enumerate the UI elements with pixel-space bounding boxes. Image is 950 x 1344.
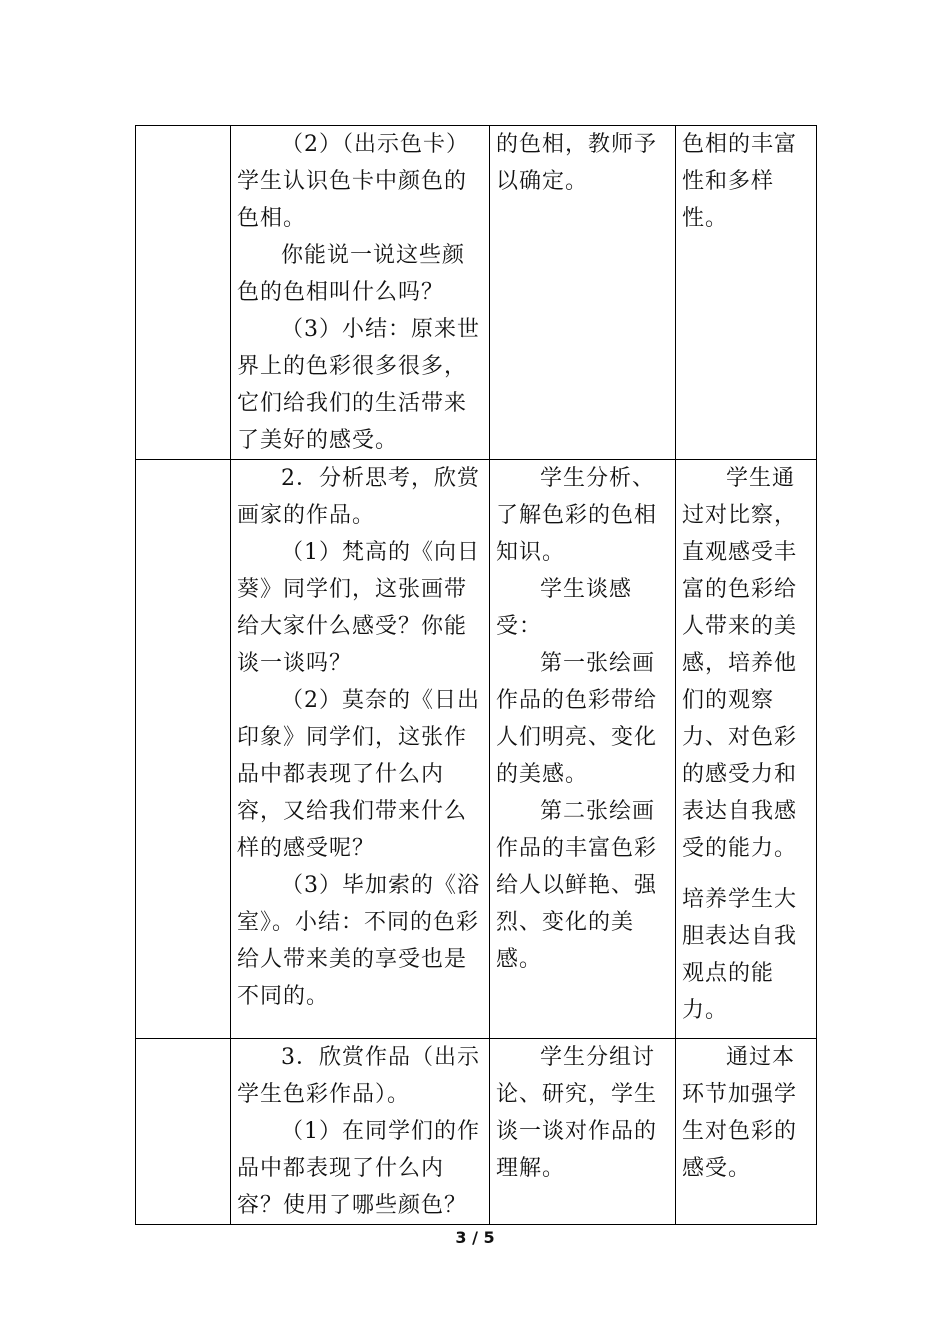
activity-paragraph: 你能说一说这些颜色的色相叫什么吗？ [237,243,466,305]
stage-cell [136,460,231,1039]
design-intent-cell [676,126,817,460]
table-row [136,1039,817,1225]
student-paragraph: 第一张绘画作品的色彩带给人们明亮、变化的美感。 [496,651,658,787]
activity-paragraph: （1）在同学们的作品中都表现了什么内容？使用了哪些颜色？ [237,1119,480,1218]
activity-paragraph: （2）（出示色卡）学生认识色卡中颜色的色相。 [237,132,469,231]
intent-paragraph: 通过本环节加强学生对色彩的感受。 [682,1045,798,1181]
activity-paragraph: 2．分析思考，欣赏画家的作品。 [237,466,480,528]
student-activity-cell [490,126,676,460]
stage-cell [136,1039,231,1225]
activity-paragraph: （1）梵高的《向日葵》同学们，这张画带给大家什么感受？你能谈一谈吗？ [237,540,480,676]
student-paragraph: 的色相，教师予以确定。 [496,132,658,194]
table-row [136,460,817,1039]
student-paragraph: 学生分组讨论、研究，学生谈一谈对作品的理解。 [496,1045,658,1181]
student-paragraph: 学生谈感受： [496,577,633,639]
table-row [136,126,817,460]
lesson-plan-table [135,125,817,1225]
activity-paragraph: （2）莫奈的《日出印象》同学们，这张作品中都表现了什么内容，又给我们带来什么样的感受呢？ [237,688,480,861]
student-activity-cell [490,460,676,1039]
design-intent-cell [676,460,817,1039]
teaching-activity-cell [231,126,490,460]
activity-paragraph: 3．欣赏作品（出示学生色彩作品）。 [237,1045,480,1107]
student-activity-cell [490,1039,676,1225]
page-number: 3 / 5 [455,1228,495,1247]
design-intent-cell [676,1039,817,1225]
intent-paragraph: 色相的丰富性和多样性。 [682,132,798,231]
intent-paragraph: 培养学生大胆表达自我观点的能力。 [682,887,798,1023]
teaching-activity-cell [231,1039,490,1225]
student-paragraph: 学生分析、了解色彩的色相知识。 [496,466,658,565]
intent-paragraph: 学生通过对比察，直观感受丰富的色彩给人带来的美感，培养他们的观察力、对色彩的感受力和表达自我感受的能力。 [682,466,798,861]
student-paragraph: 第二张绘画作品的丰富色彩给人以鲜艳、强烈、变化的美感。 [496,799,658,972]
stage-cell [136,126,231,460]
activity-paragraph: （3）小结：原来世界上的色彩很多很多，它们给我们的生活带来了美好的感受。 [237,317,480,453]
teaching-activity-cell [231,460,490,1039]
activity-paragraph: （3）毕加索的《浴室》。小结：不同的色彩给人带来美的享受也是不同的。 [237,873,480,1009]
